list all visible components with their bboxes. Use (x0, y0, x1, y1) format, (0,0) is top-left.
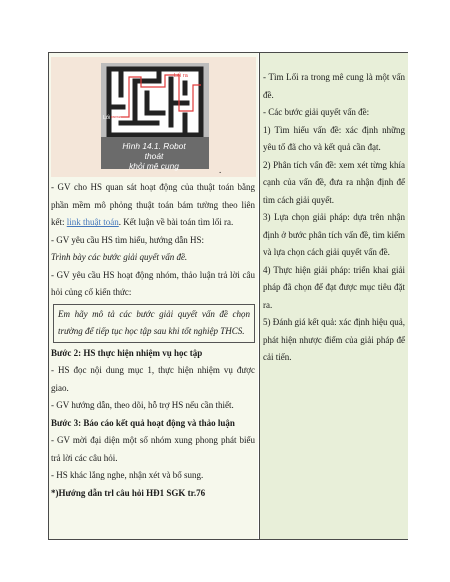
right-column (259, 53, 408, 539)
step-3-title: Bước 3: Báo cáo kết quả hoạt động và thảo luận (51, 417, 235, 428)
maze-image (101, 63, 209, 169)
left-column (49, 53, 258, 539)
paragraph-7: - GV mời đại diện một số nhóm xung phong phát biểu trả lời các câu hỏi. (51, 435, 255, 463)
paragraph-4: - GV yêu cầu HS hoạt động nhóm, thảo luận trả lời câu hỏi củng cố kiến thức: (51, 269, 255, 297)
p1-suffix: . Kết luận về bài toán tìm lối ra. (118, 217, 234, 227)
question-box (53, 304, 255, 343)
right-paragraph-1: - Tìm Lối ra trong mê cung là một vấn đề. (263, 72, 405, 100)
question-text: Em hãy mô tả các bước giải quyết vấn đề chọn trường để tiếp tục học tập sau khi tốt nghiệp THCS. (58, 308, 250, 336)
right-paragraph-5: 3) Lựa chọn giải pháp: dựa trên nhận định ở bước phân tích vấn đề, tìm kiếm và lựa chọn cách giải quyết vấn đề. (263, 212, 405, 257)
paragraph-5: - HS đọc nội dung mục 1, thực hiện nhiệm vụ được giao. (51, 365, 255, 393)
right-text (263, 69, 405, 367)
lesson-table (48, 52, 408, 540)
caption-line-1: Hình 14.1. Robot thoát (122, 141, 186, 161)
paragraph-8: - HS khác lắng nghe, nhận xét và bổ sung. (51, 470, 204, 480)
caption-line-2: khỏi mê cung (129, 161, 179, 171)
algorithm-link[interactable]: link thuật toán (66, 217, 119, 227)
p1-prefix: - GV cho HS quan sát hoạt động của thuật toán bằng phần mềm mô phỏng thuật toán bám tường theo liên kết: (51, 182, 255, 227)
figure-caption (115, 141, 193, 171)
right-paragraph-4: 2) Phân tích vấn đề: xem xét từng khía cạnh của vấn đề, đưa ra nhận định để tìm cách giải quyết. (263, 159, 405, 205)
maze-figure (51, 57, 256, 177)
right-paragraph-6: 4) Thực hiện giải pháp: triển khai giải pháp đã chọn để đạt được mục tiêu đặt ra. (263, 264, 405, 310)
paragraph-6: - GV hướng dẫn, theo dõi, hỗ trợ HS nếu cần thiết. (51, 400, 234, 410)
right-paragraph-3: 1) Tìm hiểu vấn đề: xác định những yêu tố đã cho và kết quả cần đạt. (263, 124, 405, 152)
paragraph-9: *)Hướng dẫn trl câu hỏi HĐ1 SGK tr.76 (51, 487, 206, 498)
paragraph-1 (51, 179, 255, 232)
exit-label: Lối ra (174, 73, 188, 79)
paragraph-2: - GV yêu cầu HS tìm hiểu, hướng dẫn HS: (51, 234, 204, 245)
dot-mark: . (219, 165, 222, 175)
step-2-title: Bước 2: HS thực hiện nhiệm vụ học tập (51, 347, 203, 358)
left-text (51, 179, 255, 502)
entry-label: Lối vào (103, 115, 121, 121)
right-paragraph-2: - Các bước giải quyết vấn đề: (263, 107, 370, 117)
right-paragraph-7: 5) Đánh giá kết quả: xác định hiệu quả, phát hiện nhược điểm của giải pháp để cải tiến. (263, 317, 405, 362)
paragraph-3: Trình bày các bước giải quyết vấn đề. (51, 252, 188, 262)
